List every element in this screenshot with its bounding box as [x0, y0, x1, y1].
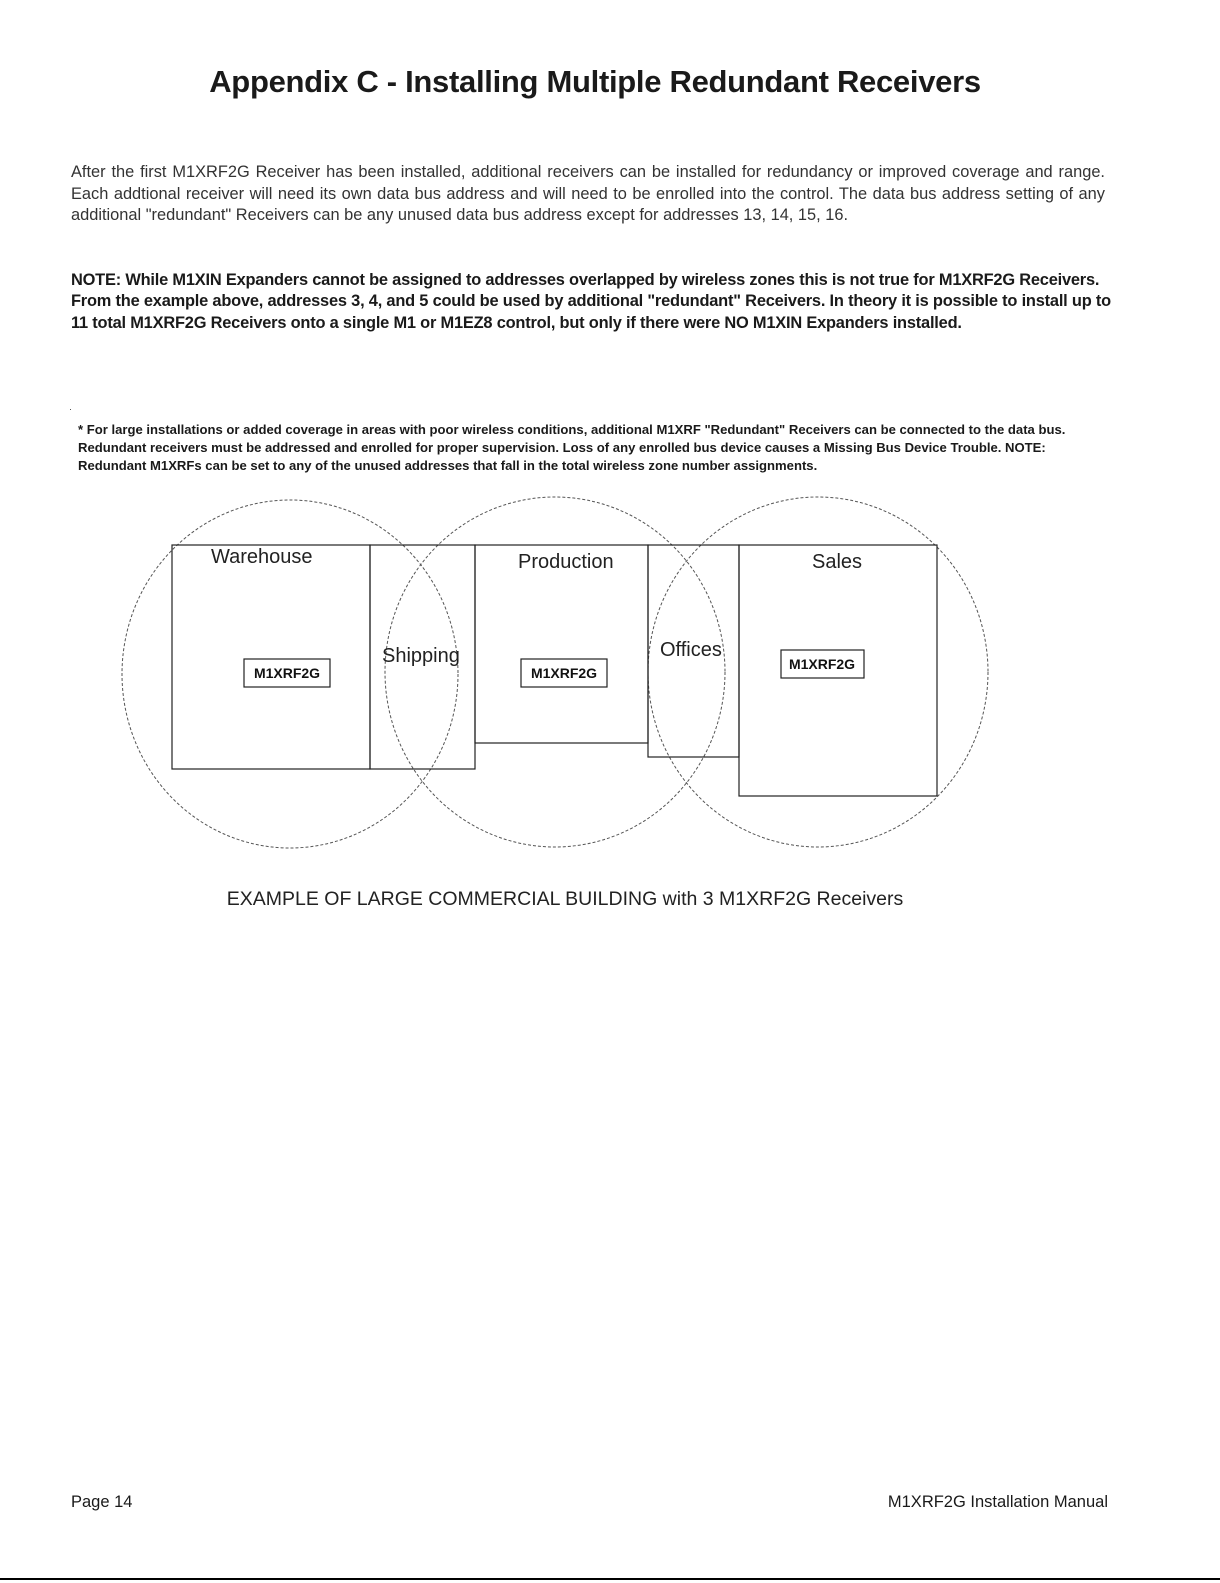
redundant-receivers-footnote: * For large installations or added coverage in areas with poor wireless conditions, additional M1XRF "Redundant" Receivers can be connected to the data bus. Redundant receivers must be addressed and enrolled for proper supervision. Loss of any enrolled bus device causes a Missing Bus Device Trouble. NOTE: Redundant M1XRFs can be set to any of the unused addresses that fall in the total wireless zone number assignments. [78, 422, 1066, 473]
label-warehouse: Warehouse [211, 546, 313, 568]
receiver-label-sales: M1XRF2G [788, 656, 856, 672]
room-warehouse [172, 545, 370, 769]
label-offices: Offices [660, 639, 722, 661]
receiver-label-warehouse: M1XRF2G [253, 665, 321, 681]
diagram-caption: EXAMPLE OF LARGE COMMERCIAL BUILDING with 3 M1XRF2G Receivers [226, 888, 904, 910]
label-shipping: Shipping [382, 645, 460, 667]
manual-title: M1XRF2G Installation Manual [887, 1493, 1108, 1511]
page-number: Page 14 [71, 1493, 133, 1511]
receiver-label-production: M1XRF2G [530, 665, 598, 681]
label-production: Production [518, 551, 614, 573]
room-production [475, 545, 648, 743]
note-paragraph: NOTE: While M1XIN Expanders cannot be assigned to addresses overlapped by wireless zones this is not true for M1XRF2G Receivers. From the example above, addresses 3, 4, and 5 could be used by additional "redundant" Receivers. In theory it is possible to install up to 11 total M1XRF2G Receivers onto a single M1 or M1EZ8 control, but only if there were NO M1XIN Expanders installed. [71, 271, 1111, 332]
bottom-rule [0, 1578, 1220, 1580]
page-title: Appendix C - Installing Multiple Redundant Receivers [209, 64, 981, 99]
intro-paragraph: After the first M1XRF2G Receiver has been installed, additional receivers can be installed for redundancy or improved coverage and range. Each addtional receiver will need its own data bus address and will need to be enrolled into the control. The data bus address setting of any additional "redundant" Receivers can be any unused data bus address except for addresses 13, 14, 15, 16. [71, 163, 1105, 225]
label-sales: Sales [812, 551, 863, 573]
